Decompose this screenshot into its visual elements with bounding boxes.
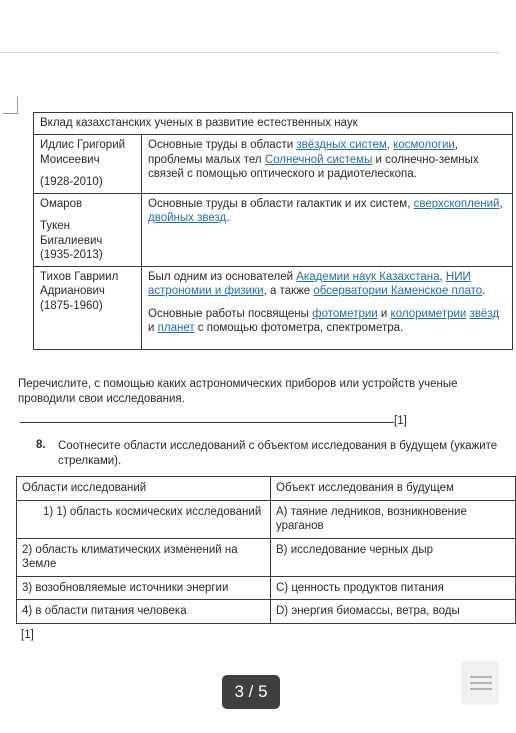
- scientist-name: Тихов Гавриил Адрианович: [40, 270, 119, 297]
- description-text: Был одним из основателей: [148, 270, 297, 283]
- scientist-name-cell: [34, 193, 142, 266]
- description-text: и солнечно-земных связей с помощью оптического и радиотелескопа.: [148, 153, 479, 180]
- description-text: Основные работы посвящены: [148, 307, 313, 320]
- table-row: [34, 135, 513, 194]
- description-text: Основные труды в области галактик и их систем,: [148, 197, 414, 210]
- scientist-name-cell: [34, 266, 142, 349]
- future-object-cell: D) энергия биомассы, ветра, воды: [271, 600, 516, 624]
- description-text: с помощью фотометра, спектрометра.: [194, 322, 404, 334]
- question-8-number: 8.: [36, 439, 46, 451]
- wiki-link[interactable]: звёздных систем: [296, 139, 387, 151]
- description-text: и: [377, 307, 391, 320]
- future-object-cell: C) ценность продуктов питания: [271, 576, 516, 600]
- table-row: [34, 193, 513, 266]
- column-header: Объект исследования в будущем: [271, 477, 516, 501]
- description-text: , проблемы малых тел: [148, 139, 459, 166]
- table-row: [17, 576, 516, 600]
- wiki-link[interactable]: фотометрии: [312, 307, 378, 320]
- description-text: ,: [386, 139, 394, 151]
- wiki-link[interactable]: колориметрии: [390, 307, 467, 320]
- scientist-description: [142, 135, 513, 194]
- wiki-link[interactable]: Солнечной системы: [264, 153, 373, 166]
- page-corner-mark: [17, 97, 18, 114]
- scientist-name: Идлис Григорий Моисеевич: [40, 139, 126, 166]
- scientist-name: Тукен Бигалиевич: [40, 220, 103, 247]
- description-text: .: [482, 285, 486, 297]
- description-text: и: [148, 322, 158, 334]
- future-object-cell: A) таяние ледников, возникновение ураганов: [271, 500, 516, 538]
- hamburger-menu-icon[interactable]: [461, 661, 499, 705]
- description-text: ,: [439, 270, 446, 283]
- scientist-years: (1928-2010): [40, 176, 103, 188]
- scientist-description: [142, 266, 513, 349]
- table-row: [34, 266, 513, 349]
- top-blank-area: [0, 0, 500, 52]
- wiki-link[interactable]: планет: [157, 322, 195, 334]
- future-object-cell: B) исследование черных дыр: [271, 538, 516, 576]
- scientist-name-cell: [34, 135, 142, 194]
- score-mark: [1]: [394, 415, 407, 427]
- table-row: [17, 500, 516, 538]
- scientists-table-title: Вклад казахстанских ученых в развитие естественных наук: [34, 113, 513, 135]
- question-7-text: Перечислите, с помощью каких астрономических приборов или устройств ученые проводили свои исследования.: [18, 378, 458, 405]
- answer-line[interactable]: [20, 422, 394, 423]
- page-indicator: 3 / 5: [222, 675, 280, 709]
- table-row: [17, 538, 516, 576]
- description-text: ,: [499, 197, 503, 210]
- page-corner-mark: [3, 113, 18, 114]
- description-text: , а также: [263, 285, 314, 297]
- scientist-years: (1935-2013): [40, 249, 103, 261]
- research-area-cell: 1) 1) область космических исследований: [17, 500, 271, 538]
- wiki-link[interactable]: космологии: [393, 139, 455, 151]
- matching-table: [16, 476, 516, 624]
- table-row: [17, 600, 516, 624]
- wiki-link[interactable]: обсерватории Каменское плато: [313, 285, 483, 297]
- wiki-link[interactable]: НИИ астрономии и физики: [148, 270, 471, 297]
- description-text: .: [226, 212, 230, 224]
- column-header: Области исследований: [17, 477, 271, 501]
- research-area-cell: 2) область климатических изменений на Земле: [17, 538, 271, 576]
- description-text: Основные труды в области: [148, 139, 297, 151]
- wiki-link[interactable]: сверхскоплений: [413, 197, 500, 210]
- score-mark: [1]: [21, 629, 34, 641]
- research-area-cell: 4) в области питания человека: [17, 600, 271, 624]
- scientist-name: Омаров: [40, 197, 83, 210]
- wiki-link[interactable]: Академии наук Казахстана: [296, 270, 440, 283]
- research-area-cell: 3) возобновляемые источники энергии: [17, 576, 271, 600]
- scientist-description: [142, 193, 513, 266]
- question-8-text: Соотнесите области исследований с объектом исследования в будущем (укажите стрелками).: [58, 440, 498, 467]
- wiki-link[interactable]: звёзд: [469, 307, 500, 320]
- scientist-years: (1875-1960): [40, 299, 103, 312]
- scientists-table: [33, 112, 513, 350]
- page-separator: [0, 52, 500, 53]
- wiki-link[interactable]: двойных звезд: [148, 212, 227, 224]
